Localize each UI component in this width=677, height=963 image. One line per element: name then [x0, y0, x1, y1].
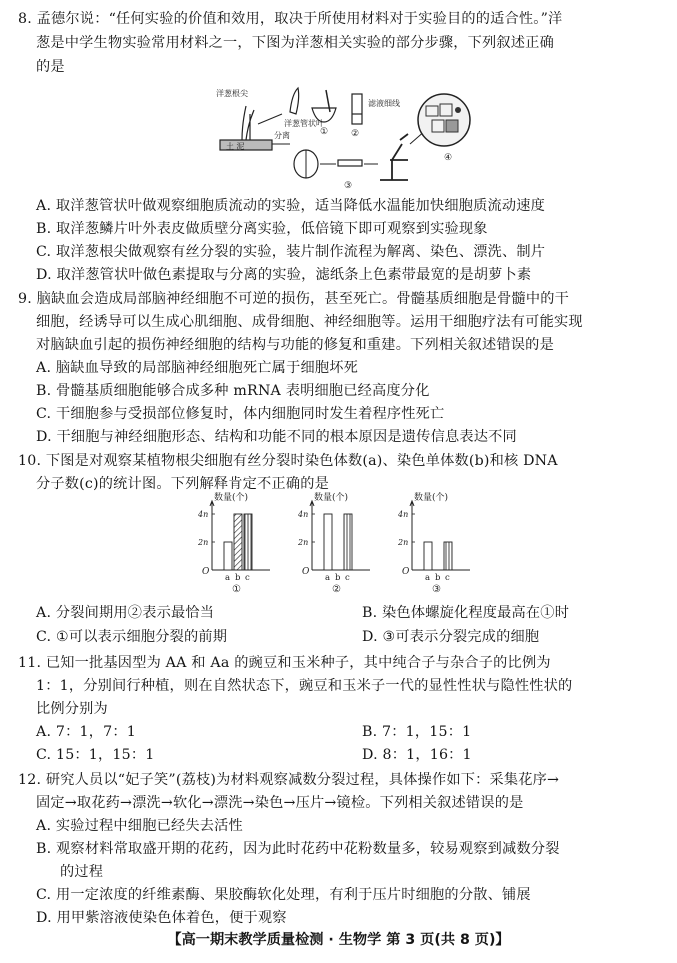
q8-option-d: D. 取洋葱管状叶做色素提取与分离的实验，滤纸条上色素带最宽的是胡萝卜素 [36, 267, 532, 283]
q10-charts [190, 492, 490, 604]
separation-label [274, 130, 290, 140]
svg-text:②: ② [351, 129, 360, 139]
chart-category-label: c [345, 573, 350, 583]
q12-option-c: C. 用一定浓度的纤维素酶、果胶酶软化处理，有利于压片时细胞的分散、铺展 [36, 887, 531, 903]
chart-bar-a [224, 542, 232, 570]
chart-y-tick-label: 2n [398, 538, 409, 547]
chart-bar-c [344, 514, 352, 570]
chart-origin: O [402, 567, 410, 577]
q12-option-b-cont: 的过程 [60, 864, 104, 880]
page-footer: 【高一期末教学质量检测 · 生物学 第 3 页(共 8 页)】 [167, 932, 510, 948]
q12-option-a: A. 实验过程中细胞已经失去活性 [36, 818, 243, 834]
q9-stem-line-3: 对脑缺血引起的损伤神经细胞的结构与功能的修复和重建。下列相关叙述错误的是 [36, 337, 554, 353]
chart-category-label: b [335, 573, 341, 583]
q10-stem-line-2: 分子数(c)的统计图。下列解释肯定不正确的是 [36, 476, 329, 492]
chart-bar-a [324, 514, 332, 570]
chart-category-label: c [245, 573, 250, 583]
q11-stem-line-2: 1：1，分别间行种植，则在自然状态下，豌豆和玉米子一代的显性性状与隐性性状的 [36, 678, 573, 694]
chart-y-tick-label: 4n [298, 510, 309, 519]
svg-text:土 泥: 土 泥 [226, 142, 245, 151]
q11-option-c: C. 15：1，15：1 [36, 747, 155, 763]
q11-option-d: D. 8：1，16：1 [362, 747, 472, 763]
q8-stem-line-2: 葱是中学生物实验常用材料之一，下图为洋葱相关实验的部分步骤，下列叙述正确 [36, 35, 554, 51]
chart-category-label: b [435, 573, 441, 583]
chart-y-label: 数量(个) [314, 493, 349, 503]
svg-text:分离: 分离 [274, 131, 290, 140]
chart-bar-a [424, 542, 432, 570]
q9-option-d: D. 干细胞与神经细胞形态、结构和功能不同的根本原因是遗传信息表达不同 [36, 429, 517, 445]
chart-category-label: b [235, 573, 241, 583]
chart-y-tick-label: 2n [198, 538, 209, 547]
chart-category-label: a [425, 573, 431, 583]
q10-option-d: D. ③可表示分裂完成的细胞 [362, 629, 540, 645]
svg-text:④: ④ [444, 153, 453, 163]
step-3-marker [344, 181, 352, 191]
q10-option-c: C. ①可以表示细胞分裂的前期 [36, 629, 228, 645]
step-4-marker [444, 153, 452, 163]
chart-y-tick-label: 4n [398, 510, 409, 519]
q9-option-a: A. 脑缺血导致的局部脑神经细胞死亡属于细胞坏死 [36, 360, 359, 376]
filter-line-label [368, 98, 400, 108]
svg-text:洋葱根尖: 洋葱根尖 [216, 89, 248, 98]
chart-category-label: c [445, 573, 450, 583]
chart-origin: O [202, 567, 210, 577]
chart-y-tick-label: 4n [198, 510, 209, 519]
q11-stem-line-3: 比例分别为 [36, 701, 108, 717]
q12-stem-line-1: 12. 研究人员以“妃子笑”(荔枝)为材料观察减数分裂过程，具体操作如下：采集花序→ [18, 772, 560, 788]
q9-option-b: B. 骨髓基质细胞能够合成多种 mRNA 表明细胞已经高度分化 [36, 383, 430, 399]
chart-category-label: a [225, 573, 231, 583]
q10-option-b: B. 染色体螺旋化程度最高在①时 [362, 605, 570, 621]
q9-stem-line-1: 9. 脑缺血会造成局部脑神经细胞不可逆的损伤，甚至死亡。骨髓基质细胞是骨髓中的干 [18, 291, 569, 307]
chart-origin: O [302, 567, 310, 577]
chart-y-label: 数量(个) [214, 493, 249, 503]
q8-stem-line-1: 8. 孟德尔说：“任何实验的价值和效用，取决于所使用材料对于实验目的的适合性。”洋 [18, 11, 563, 27]
svg-text:③: ③ [344, 181, 353, 191]
chart-y-label: 数量(个) [414, 493, 449, 503]
q9-stem-line-2: 细胞，经诱导可以生成心肌细胞、成骨细胞、神经细胞等。运用干细胞疗法有可能实现 [36, 314, 583, 330]
q12-stem-line-2: 固定→取花药→漂洗→软化→漂洗→染色→压片→镜检。下列相关叙述错误的是 [36, 795, 524, 811]
q8-option-c: C. 取洋葱根尖做观察有丝分裂的实验，装片制作流程为解离、染色、漂洗、制片 [36, 244, 546, 260]
chart-title: ① [232, 584, 241, 595]
chart-bar-c [244, 514, 252, 570]
q11-option-b: B. 7：1，15：1 [362, 724, 472, 740]
q11-option-a: A. 7：1，7：1 [36, 724, 136, 740]
q11-stem-line-1: 11. 已知一批基因型为 AA 和 Aa 的豌豆和玉米种子，其中纯合子与杂合子的比例为 [18, 655, 551, 671]
q10-stem-line-1: 10. 下图是对观察某植物根尖细胞有丝分裂时染色体数(a)、染色单体数(b)和核 DNA [18, 453, 558, 469]
chart-bar-b [234, 514, 242, 570]
svg-text:①: ① [320, 127, 329, 137]
q10-option-a: A. 分裂间期用②表示最恰当 [36, 605, 215, 621]
step-1-marker [320, 127, 328, 137]
onion-experiment-figure [212, 84, 472, 196]
chart-y-tick-label: 2n [298, 538, 309, 547]
svg-text:洋葱管状叶: 洋葱管状叶 [284, 119, 324, 128]
q12-option-d: D. 用甲紫溶液使染色体着色，便于观察 [36, 910, 287, 926]
onion-root-label [216, 88, 248, 98]
q8-stem-line-3: 的是 [36, 59, 65, 75]
q8-option-b: B. 取洋葱鳞片叶外表皮做质壁分离实验，低倍镜下即可观察到实验现象 [36, 221, 488, 237]
q12-option-b: B. 观察材料常取盛开期的花药，因为此时花药中花粉数量多，较易观察到减数分裂 [36, 841, 560, 857]
chart-bar-c [444, 542, 452, 570]
chart-title: ③ [432, 584, 441, 595]
step-2-marker [351, 129, 359, 139]
svg-text:滤液细线: 滤液细线 [368, 99, 400, 108]
q9-option-c: C. 干细胞参与受损部位修复时，体内细胞同时发生着程序性死亡 [36, 406, 445, 422]
chart-title: ② [332, 584, 341, 595]
chart-category-label: a [325, 573, 331, 583]
q8-option-a: A. 取洋葱管状叶做观察细胞质流动的实验，适当降低水温能加快细胞质流动速度 [36, 198, 546, 214]
bar-charts-svg [190, 492, 490, 600]
